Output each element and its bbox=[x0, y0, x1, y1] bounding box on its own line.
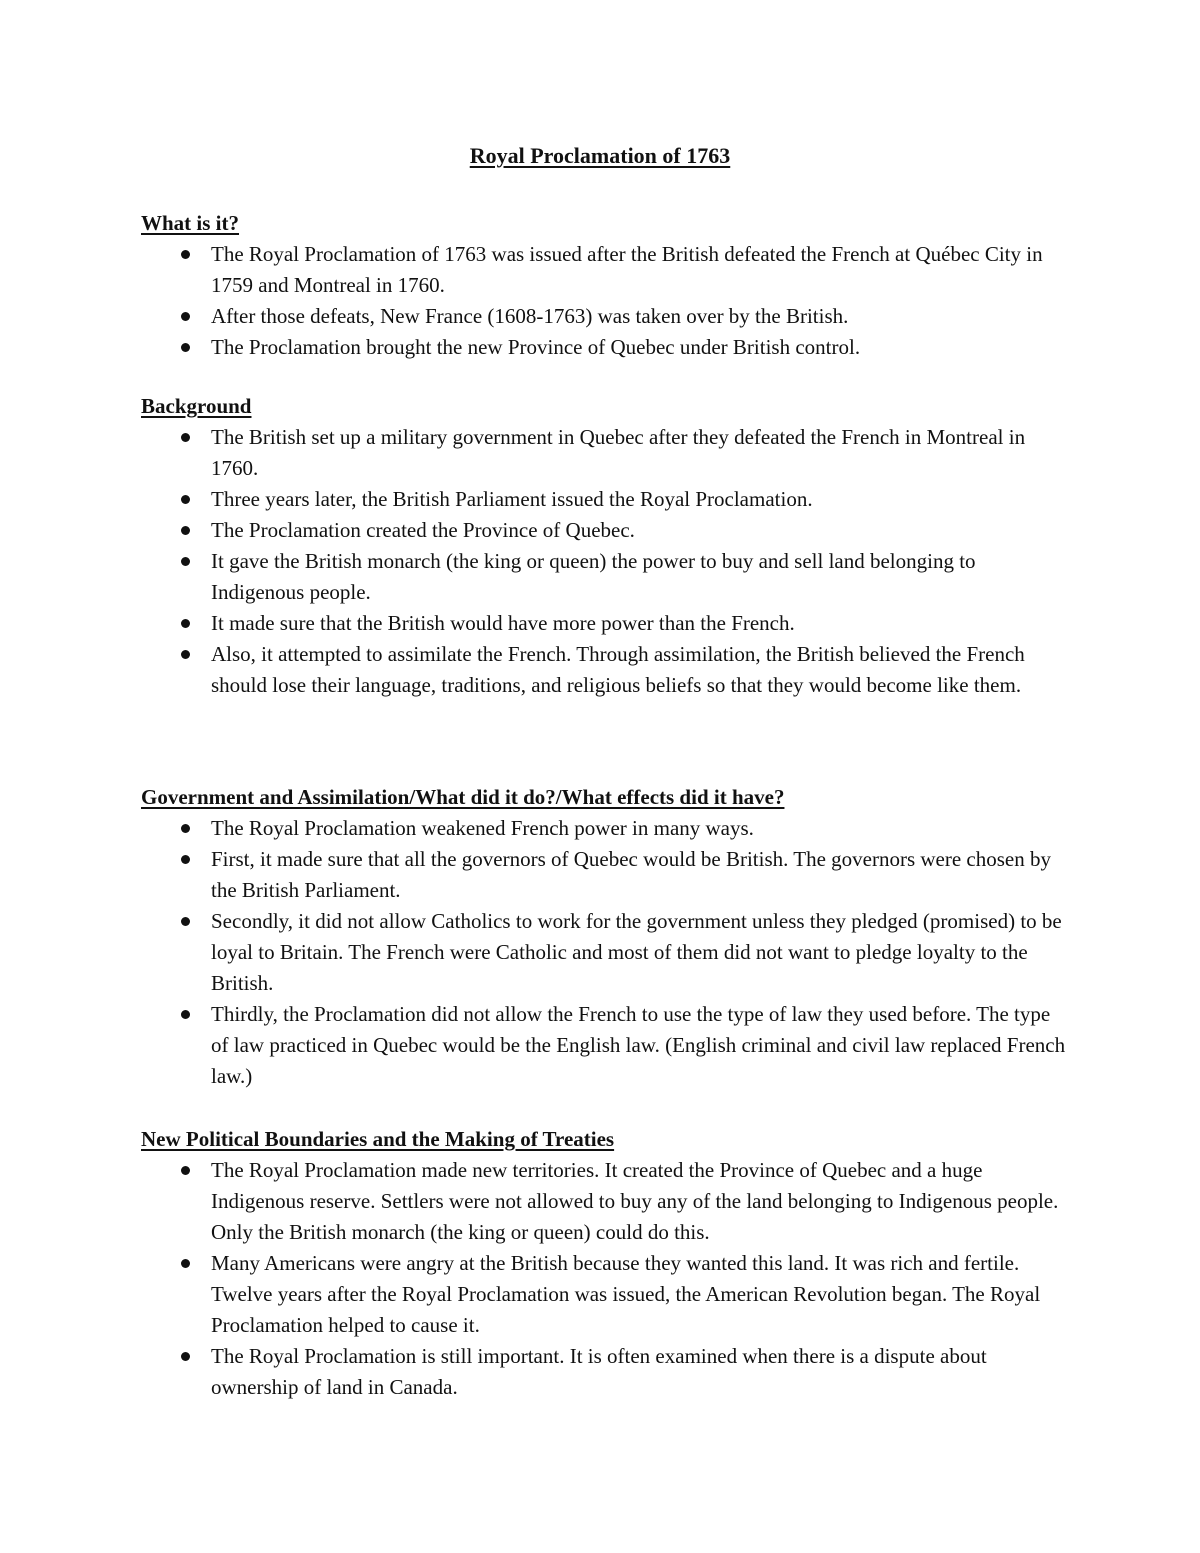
section-heading: New Political Boundaries and the Making of Treaties bbox=[141, 1127, 615, 1151]
bullet-icon bbox=[181, 526, 190, 535]
list-item bbox=[141, 332, 1071, 363]
list-item bbox=[141, 1341, 1071, 1403]
section-political-boundaries bbox=[141, 1124, 1071, 1403]
bullet-icon bbox=[181, 495, 190, 504]
list-item-text: First, it made sure that all the governors of Quebec would be British. The governors were chosen by the British Parliament. bbox=[211, 847, 1051, 902]
bullet-icon bbox=[181, 1259, 190, 1268]
list-item bbox=[141, 422, 1071, 484]
section-heading: Government and Assimilation/What did it do?/What effects did it have? bbox=[141, 785, 785, 809]
list-item bbox=[141, 639, 1071, 701]
bullet-icon bbox=[181, 250, 190, 259]
bullet-list bbox=[141, 813, 1071, 1092]
list-item bbox=[141, 515, 1071, 546]
list-item bbox=[141, 239, 1071, 301]
list-item-text: The Royal Proclamation is still important. It is often examined when there is a dispute about ownership of land in Canada. bbox=[211, 1344, 987, 1399]
list-item-text: Also, it attempted to assimilate the French. Through assimilation, the British believed the French should lose their language, traditions, and religious beliefs so that they would become like them. bbox=[211, 642, 1025, 697]
bullet-icon bbox=[181, 619, 190, 628]
list-item-text: Many Americans were angry at the British because they wanted this land. It was rich and fertile. Twelve years after the Royal Proclamation was issued, the American Revolution began. The Royal Proclamation helped to cause it. bbox=[211, 1251, 1041, 1337]
list-item bbox=[141, 999, 1071, 1092]
list-item-text: The Royal Proclamation of 1763 was issued after the British defeated the French at Québec City in 1759 and Montreal in 1760. bbox=[211, 242, 1043, 297]
bullet-icon bbox=[181, 1010, 190, 1019]
bullet-icon bbox=[181, 1166, 190, 1175]
section-what-is-it bbox=[141, 208, 1071, 363]
list-item-text: Thirdly, the Proclamation did not allow the French to use the type of law they used before. The type of law practiced in Quebec would be the English law. (English criminal and civil law replaced French law.) bbox=[211, 1002, 1066, 1088]
list-item-text: Three years later, the British Parliament issued the Royal Proclamation. bbox=[211, 487, 813, 511]
bullet-icon bbox=[181, 917, 190, 926]
bullet-icon bbox=[181, 557, 190, 566]
bullet-icon bbox=[181, 650, 190, 659]
list-item bbox=[141, 1248, 1071, 1341]
bullet-icon bbox=[181, 433, 190, 442]
bullet-icon bbox=[181, 824, 190, 833]
bullet-icon bbox=[181, 855, 190, 864]
list-item bbox=[141, 844, 1071, 906]
document-title: Royal Proclamation of 1763 bbox=[469, 143, 731, 168]
bullet-list bbox=[141, 239, 1071, 363]
list-item bbox=[141, 813, 1071, 844]
list-item-text: It made sure that the British would have more power than the French. bbox=[211, 611, 795, 635]
section-background bbox=[141, 391, 1071, 701]
bullet-icon bbox=[181, 343, 190, 352]
list-item bbox=[141, 906, 1071, 999]
section-heading: Background bbox=[141, 394, 252, 418]
bullet-list bbox=[141, 1155, 1071, 1403]
bullet-list bbox=[141, 422, 1071, 701]
list-item-text: The British set up a military government in Quebec after they defeated the French in Montreal in 1760. bbox=[211, 425, 1026, 480]
list-item bbox=[141, 608, 1071, 639]
list-item-text: The Royal Proclamation weakened French power in many ways. bbox=[211, 816, 754, 840]
list-item bbox=[141, 546, 1071, 608]
bullet-icon bbox=[181, 1352, 190, 1361]
list-item bbox=[141, 301, 1071, 332]
list-item bbox=[141, 484, 1071, 515]
list-item-text: The Proclamation brought the new Province of Quebec under British control. bbox=[211, 335, 861, 359]
list-item-text: It gave the British monarch (the king or queen) the power to buy and sell land belonging to Indigenous people. bbox=[211, 549, 976, 604]
list-item-text: Secondly, it did not allow Catholics to work for the government unless they pledged (promised) to be loyal to Britain. The French were Catholic and most of them did not want to pledge loyalty to the British. bbox=[211, 909, 1062, 995]
section-heading: What is it? bbox=[141, 211, 240, 235]
section-government-assimilation bbox=[141, 782, 1071, 1092]
list-item-text: The Royal Proclamation made new territories. It created the Province of Quebec and a huge Indigenous reserve. Settlers were not allowed to buy any of the land belonging to Indigenous people. Only the British monarch (the king or queen) could do this. bbox=[211, 1158, 1059, 1244]
list-item-text: The Proclamation created the Province of Quebec. bbox=[211, 518, 635, 542]
list-item bbox=[141, 1155, 1071, 1248]
bullet-icon bbox=[181, 312, 190, 321]
list-item-text: After those defeats, New France (1608-1763) was taken over by the British. bbox=[211, 304, 849, 328]
